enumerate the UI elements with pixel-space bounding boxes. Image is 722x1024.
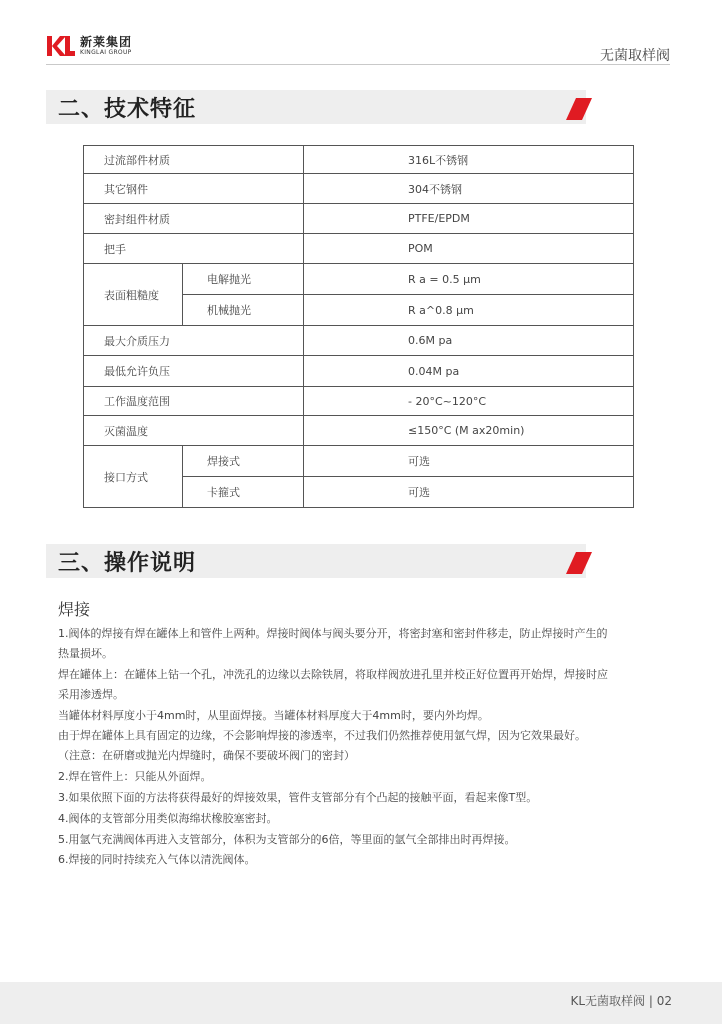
spec-label: 把手 bbox=[84, 234, 304, 264]
logo-english-text: KINGLAI GROUP bbox=[80, 48, 132, 56]
spec-label: 其它钢件 bbox=[84, 174, 304, 204]
spec-label: 密封组件材质 bbox=[84, 204, 304, 234]
spec-value: 304不锈钢 bbox=[304, 174, 634, 204]
table-row bbox=[84, 234, 634, 264]
paragraph: 焊在罐体上：在罐体上钻一个孔，冲洗孔的边缘以去除铁屑，将取样阀放进孔里并校正好位置再开始焊，焊接时应 bbox=[58, 668, 608, 681]
section-heading-operation bbox=[46, 544, 586, 578]
spec-sublabel: 电解抛光 bbox=[183, 264, 304, 295]
paragraph: 热量损坏。 bbox=[58, 647, 113, 660]
spec-label: 最低允许负压 bbox=[84, 356, 304, 387]
red-slash-icon bbox=[566, 552, 592, 574]
table-row bbox=[84, 204, 634, 234]
header-divider bbox=[46, 64, 670, 65]
spec-label: 工作温度范围 bbox=[84, 387, 304, 416]
spec-label: 灭菌温度 bbox=[84, 416, 304, 446]
page-header bbox=[0, 0, 722, 68]
paragraph: 2.焊在管件上：只能从外面焊。 bbox=[58, 770, 212, 783]
document-title: 无菌取样阀 bbox=[600, 48, 670, 64]
table-row bbox=[84, 146, 634, 174]
table-row bbox=[84, 174, 634, 204]
spec-label: 接口方式 bbox=[84, 446, 183, 508]
paragraph: 由于焊在罐体上具有固定的边缘，不会影响焊接的渗透率，不过我们仍然推荐使用氩气焊，因为它效果最好。 bbox=[58, 729, 586, 742]
paragraph: 5.用氩气充满阀体再进入支管部分，体积为支管部分的6倍，等里面的氩气全部排出时再焊接。 bbox=[58, 833, 516, 846]
spec-sublabel: 焊接式 bbox=[183, 446, 304, 477]
spec-value: 316L不锈钢 bbox=[304, 146, 634, 174]
spec-value: 0.6M pa bbox=[304, 326, 634, 356]
table-row bbox=[84, 264, 634, 295]
spec-label: 表面粗糙度 bbox=[84, 264, 183, 326]
spec-value: 0.04M pa bbox=[304, 356, 634, 387]
table-row bbox=[84, 356, 634, 387]
spec-value: POM bbox=[304, 234, 634, 264]
paragraph: 采用渗透焊。 bbox=[58, 688, 124, 701]
section-title: 三、操作说明 bbox=[58, 551, 197, 576]
paragraph: 3.如果依照下面的方法将获得最好的焊接效果，管件支管部分有个凸起的接触平面，看起来像T型。 bbox=[58, 791, 538, 804]
section-title: 二、技术特征 bbox=[58, 97, 197, 122]
spec-value: ≤150°C (M ax20min) bbox=[304, 416, 634, 446]
spec-value: R a^0.8 μm bbox=[304, 295, 634, 326]
logo-chinese-text: 新莱集团 bbox=[80, 34, 133, 49]
spec-label: 最大介质压力 bbox=[84, 326, 304, 356]
spec-sublabel: 卡箍式 bbox=[183, 477, 304, 508]
table-row bbox=[84, 326, 634, 356]
section-heading-technical bbox=[46, 90, 586, 124]
spec-label: 过流部件材质 bbox=[84, 146, 304, 174]
spec-value: 可选 bbox=[304, 477, 634, 508]
technical-spec-table bbox=[83, 145, 634, 508]
table-row bbox=[84, 387, 634, 416]
table-row bbox=[84, 446, 634, 477]
welding-subheading: 焊接 bbox=[58, 600, 91, 619]
spec-value: PTFE/EPDM bbox=[304, 204, 634, 234]
page-footer bbox=[0, 982, 722, 1024]
paragraph: 当罐体材料厚度小于4mm时，从里面焊接。当罐体材料厚度大于4mm时，要内外均焊。 bbox=[58, 709, 489, 722]
paragraph: 1.阀体的焊接有焊在罐体上和管件上两种。焊接时阀体与阀头要分开，将密封塞和密封件移走，防止焊接时产生的 bbox=[58, 627, 608, 640]
spec-sublabel: 机械抛光 bbox=[183, 295, 304, 326]
paragraph: 4.阀体的支管部分用类似海绵状橡胶塞密封。 bbox=[58, 812, 278, 825]
company-logo bbox=[46, 34, 132, 58]
paragraph: 6.焊接的同时持续充入气体以清洗阀体。 bbox=[58, 853, 256, 866]
footer-page-label: KL无菌取样阀 | 02 bbox=[570, 994, 672, 1008]
kl-logo-icon bbox=[46, 34, 76, 58]
spec-value: R a = 0.5 μm bbox=[304, 264, 634, 295]
table-row bbox=[84, 416, 634, 446]
spec-value: - 20°C~120°C bbox=[304, 387, 634, 416]
red-slash-icon bbox=[566, 98, 592, 120]
spec-value: 可选 bbox=[304, 446, 634, 477]
paragraph: （注意：在研磨或抛光内焊缝时，确保不要破坏阀门的密封） bbox=[58, 749, 355, 762]
